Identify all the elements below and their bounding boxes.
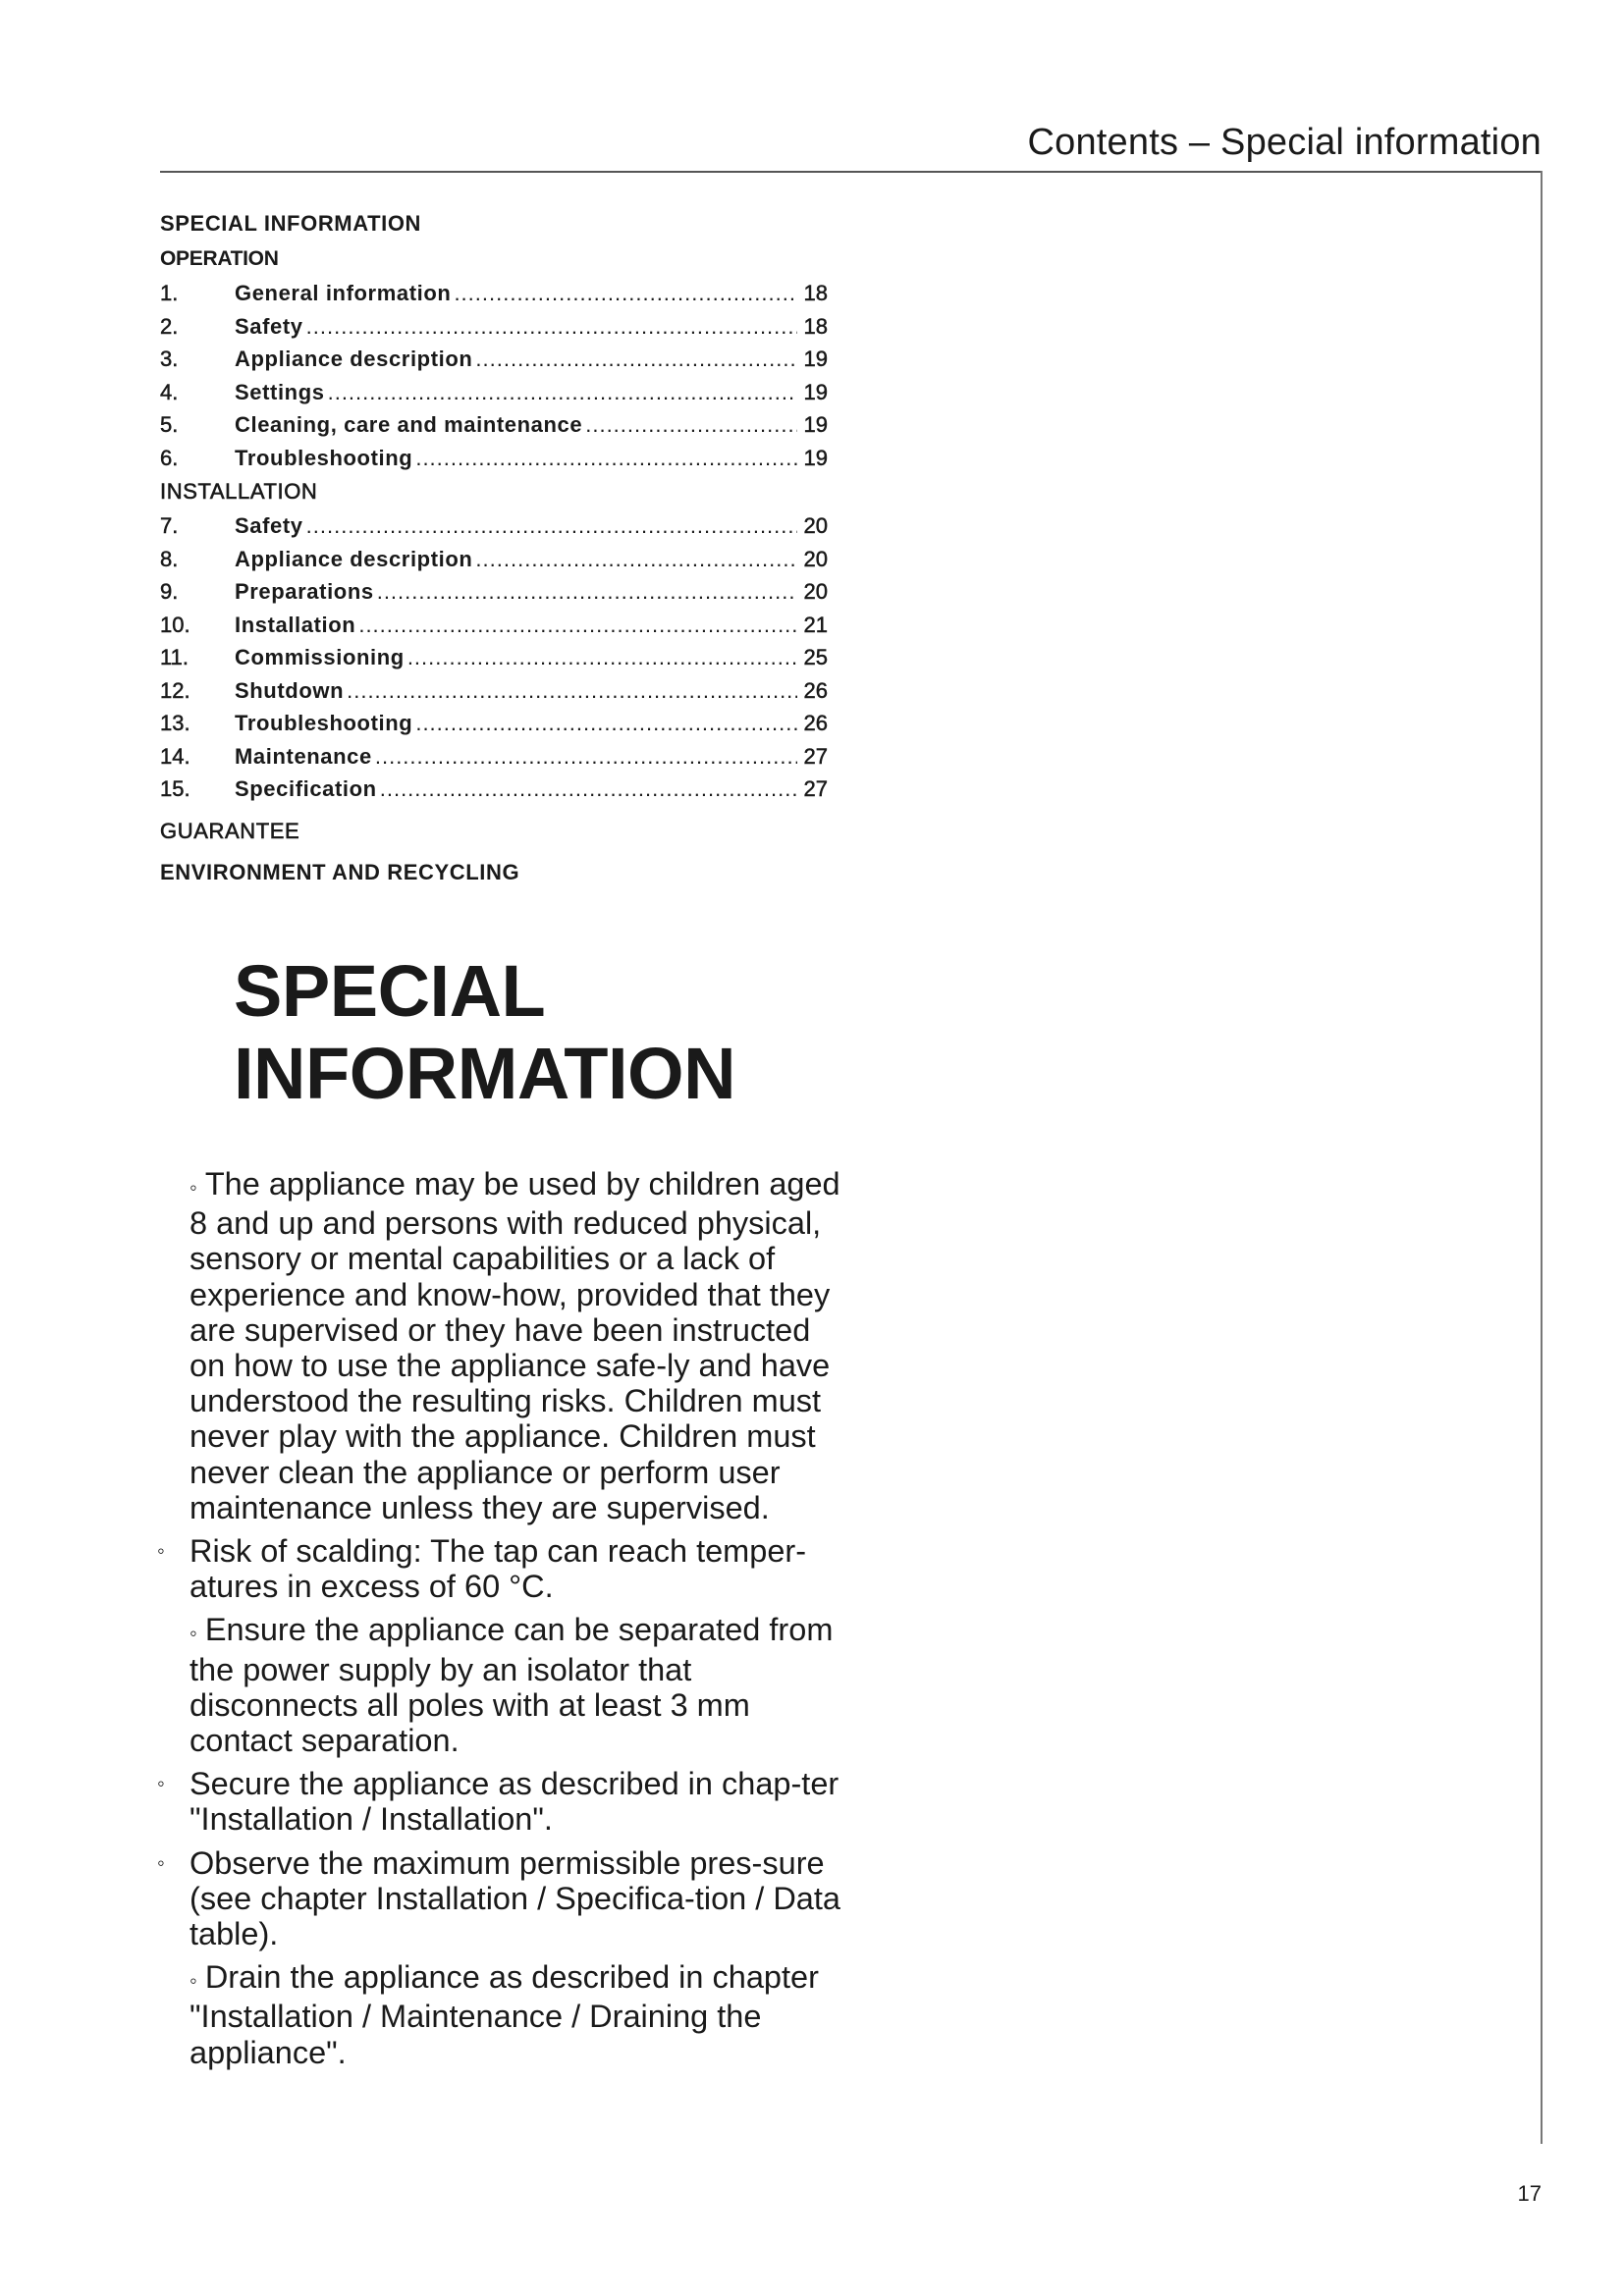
side-rule: [1541, 171, 1543, 2144]
table-of-contents: [160, 206, 828, 890]
toc-entry-label: Appliance description: [235, 546, 473, 571]
toc-entry[interactable]: [160, 509, 828, 543]
toc-installation-title: INSTALLATION: [160, 479, 318, 504]
safety-note-text: Observe the maximum permissible pres-sure (see chapter Installation / Specifica-tion / Data table).: [189, 1844, 840, 1952]
toc-entry-number: 3.: [160, 347, 179, 371]
page-number: 17: [1517, 2181, 1542, 2206]
toc-entry-page: 20: [803, 546, 828, 571]
toc-entry[interactable]: [160, 641, 828, 674]
toc-entry-page: 18: [803, 281, 828, 305]
toc-leader-dots: [358, 609, 797, 642]
toc-entry-number: 11.: [160, 645, 189, 669]
toc-leader-dots: [454, 277, 797, 310]
safety-note: [157, 1612, 844, 1758]
bullet-icon: ◦: [157, 1771, 165, 1796]
toc-entry-number: 13.: [160, 711, 190, 735]
toc-entry[interactable]: [160, 674, 828, 708]
toc-entry-label: Installation: [235, 612, 356, 637]
bullet-icon: ◦: [189, 1621, 197, 1646]
toc-entry[interactable]: [160, 740, 828, 774]
safety-note: [157, 1845, 844, 1952]
toc-entry-label: Settings: [235, 379, 325, 404]
safety-note: [157, 1959, 844, 2070]
toc-section-title: SPECIAL INFORMATION: [160, 211, 422, 236]
toc-entry-page: 26: [803, 677, 828, 703]
toc-leader-dots: [415, 442, 797, 475]
toc-entry-label: Safety: [235, 513, 303, 538]
toc-entry-page: 18: [803, 313, 828, 339]
toc-entry-page: 19: [803, 445, 828, 470]
toc-leader-dots: [475, 343, 797, 376]
toc-entry-page: 19: [803, 379, 828, 404]
safety-note: [157, 1766, 844, 1837]
toc-entry-label: Preparations: [235, 579, 374, 604]
toc-entry-page: 20: [803, 513, 828, 538]
toc-entry-label: Appliance description: [235, 347, 473, 371]
toc-entry-page: 25: [803, 645, 828, 669]
toc-leader-dots: [328, 376, 797, 409]
toc-entry[interactable]: [160, 442, 828, 475]
toc-entry-number: 6.: [160, 445, 179, 470]
toc-entry-number: 9.: [160, 579, 179, 604]
toc-entry-page: 20: [803, 579, 828, 604]
toc-entry-number: 8.: [160, 546, 179, 571]
toc-entry[interactable]: [160, 609, 828, 642]
toc-leader-dots: [585, 408, 797, 442]
title-line: SPECIAL: [234, 950, 546, 1032]
safety-note-text: Drain the appliance as described in chapter "Installation / Maintenance / Draining the appliance".: [189, 1959, 819, 2070]
toc-operation-list: [160, 277, 828, 474]
toc-operation-title: OPERATION: [160, 247, 279, 270]
toc-entry[interactable]: [160, 310, 828, 344]
safety-note-text: The appliance may be used by children aged 8 and up and persons with reduced physical, sensory or mental capabilities or a lack of experience and know-how, provided that they are supervised or they have been instructed on how to use the appliance safe-ly and have understood the resulting risks. Children must never play with the appliance. Children must never clean the appliance or perform user maintenance unless they are supervised.: [189, 1166, 840, 1525]
toc-leader-dots: [306, 310, 797, 344]
safety-note-text: Risk of scalding: The tap can reach temper-atures in excess of 60 °C.: [189, 1533, 807, 1605]
toc-entry-label: Specification: [235, 776, 377, 801]
toc-leader-dots: [306, 509, 797, 543]
header-rule: [160, 171, 1543, 173]
toc-leader-dots: [407, 641, 797, 674]
toc-entry-page: 19: [803, 412, 828, 437]
bullet-icon: ◦: [189, 1175, 197, 1200]
toc-entry-number: 2.: [160, 313, 179, 339]
safety-note-text: Ensure the appliance can be separated from the power supply by an isolator that disconnects all poles with at least 3 mm contact separation.: [189, 1612, 834, 1759]
toc-leader-dots: [375, 740, 797, 774]
toc-entry-page: 21: [803, 612, 828, 637]
toc-entry[interactable]: [160, 376, 828, 409]
toc-entry-label: Troubleshooting: [235, 445, 413, 470]
toc-guarantee-title: GUARANTEE: [160, 818, 300, 843]
toc-entry-label: Cleaning, care and maintenance: [235, 412, 583, 437]
toc-entry-page: 26: [803, 711, 828, 735]
toc-entry-label: Maintenance: [235, 743, 372, 769]
toc-entry-label: General information: [235, 281, 452, 305]
page-header-title: Contents – Special information: [1027, 122, 1542, 163]
toc-entry-number: 5.: [160, 412, 179, 437]
toc-entry-label: Commissioning: [235, 645, 405, 669]
safety-note-text: Secure the appliance as described in chap-ter "Installation / Installation".: [189, 1766, 839, 1838]
toc-entry[interactable]: [160, 707, 828, 740]
toc-entry-number: 14.: [160, 743, 190, 769]
toc-entry-page: 27: [803, 776, 828, 801]
toc-installation-list: [160, 509, 828, 806]
toc-entry-number: 12.: [160, 677, 190, 703]
toc-entry[interactable]: [160, 543, 828, 576]
toc-leader-dots: [347, 674, 797, 708]
toc-entry-page: 19: [803, 347, 828, 371]
safety-note: [157, 1533, 844, 1604]
toc-entry[interactable]: [160, 773, 828, 806]
bullet-icon: ◦: [189, 1968, 197, 1994]
bullet-icon: ◦: [157, 1849, 165, 1875]
toc-entry[interactable]: [160, 575, 828, 609]
toc-entry-label: Safety: [235, 313, 303, 339]
toc-leader-dots: [475, 543, 797, 576]
special-information-title: [234, 950, 735, 1115]
toc-environment-title: ENVIRONMENT AND RECYCLING: [160, 859, 520, 884]
toc-leader-dots: [415, 707, 797, 740]
safety-notes: [157, 1166, 844, 2078]
toc-entry[interactable]: [160, 277, 828, 310]
safety-note: [157, 1166, 844, 1525]
toc-entry-number: 1.: [160, 281, 179, 305]
toc-spacer: [160, 806, 828, 814]
toc-entry-number: 10.: [160, 612, 190, 637]
toc-entry-label: Shutdown: [235, 677, 345, 703]
bullet-icon: ◦: [157, 1538, 165, 1564]
toc-leader-dots: [377, 575, 797, 609]
title-line: INFORMATION: [234, 1033, 736, 1114]
toc-entry-label: Troubleshooting: [235, 711, 413, 735]
toc-entry-number: 4.: [160, 379, 179, 404]
toc-entry[interactable]: [160, 343, 828, 376]
toc-entry-page: 27: [803, 743, 828, 769]
toc-leader-dots: [380, 773, 797, 806]
toc-entry-number: 7.: [160, 513, 179, 538]
toc-entry-number: 15.: [160, 776, 190, 801]
toc-entry[interactable]: [160, 408, 828, 442]
